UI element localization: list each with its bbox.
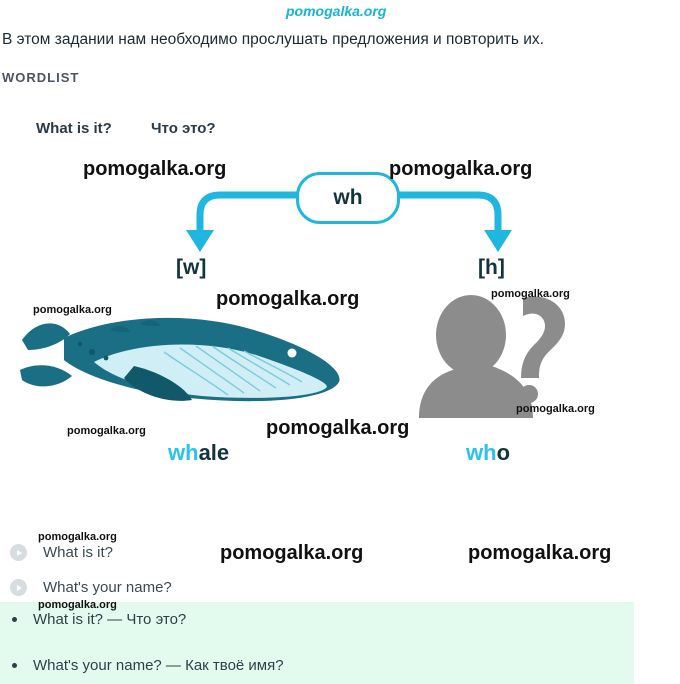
wh-bubble-label: wh xyxy=(333,186,363,209)
sentence-text: What is it? xyxy=(43,544,114,561)
whale-illustration xyxy=(14,300,354,420)
watermark-1: pomogalka.org xyxy=(83,158,227,180)
sentence-list xyxy=(2,535,678,605)
watermark-9: pomogalka.org xyxy=(38,531,117,543)
bullet-icon xyxy=(12,663,17,668)
transcription-w: [w] xyxy=(176,256,207,279)
play-icon[interactable] xyxy=(10,544,27,561)
transcription-h: [h] xyxy=(478,256,505,279)
clipped-vocabulary-row xyxy=(36,120,336,134)
watermark-0: pomogalka.org xyxy=(286,3,387,19)
task-instruction: В этом задании нам необходимо прослушать предложения и повторить их. xyxy=(2,31,544,48)
word-who-prefix: wh xyxy=(466,440,497,465)
list-item[interactable] xyxy=(2,535,678,570)
watermark-6: pomogalka.org xyxy=(67,425,146,437)
watermark-8: pomogalka.org xyxy=(266,417,410,439)
watermark-2: pomogalka.org xyxy=(389,158,533,180)
word-who-rest: o xyxy=(496,440,511,465)
wordlist-heading: WORDLIST xyxy=(2,70,80,85)
list-item xyxy=(0,648,634,683)
word-who xyxy=(466,440,510,466)
wh-bubble xyxy=(296,172,400,224)
person-illustration xyxy=(405,290,585,420)
play-icon[interactable] xyxy=(10,579,27,596)
answer-text: What is it? — Что это? xyxy=(33,611,187,628)
watermark-12: pomogalka.org xyxy=(38,599,117,611)
clipped-answer: Что это? xyxy=(151,120,216,134)
word-whale xyxy=(168,440,229,466)
sentence-text: What's your name? xyxy=(43,579,172,596)
word-whale-rest: ale xyxy=(198,440,230,465)
watermark-3: pomogalka.org xyxy=(216,288,360,310)
bullet-icon xyxy=(12,617,17,622)
watermark-7: pomogalka.org xyxy=(516,403,595,415)
watermark-11: pomogalka.org xyxy=(468,542,612,564)
answer-text: What's your name? — Как твоё имя? xyxy=(33,657,284,674)
list-item[interactable] xyxy=(2,570,678,605)
answer-block xyxy=(0,602,634,684)
word-whale-prefix: wh xyxy=(168,440,199,465)
watermark-5: pomogalka.org xyxy=(491,288,570,300)
watermark-10: pomogalka.org xyxy=(220,542,364,564)
list-item xyxy=(0,602,634,637)
clipped-question: What is it? xyxy=(36,120,112,134)
watermark-4: pomogalka.org xyxy=(33,304,112,316)
